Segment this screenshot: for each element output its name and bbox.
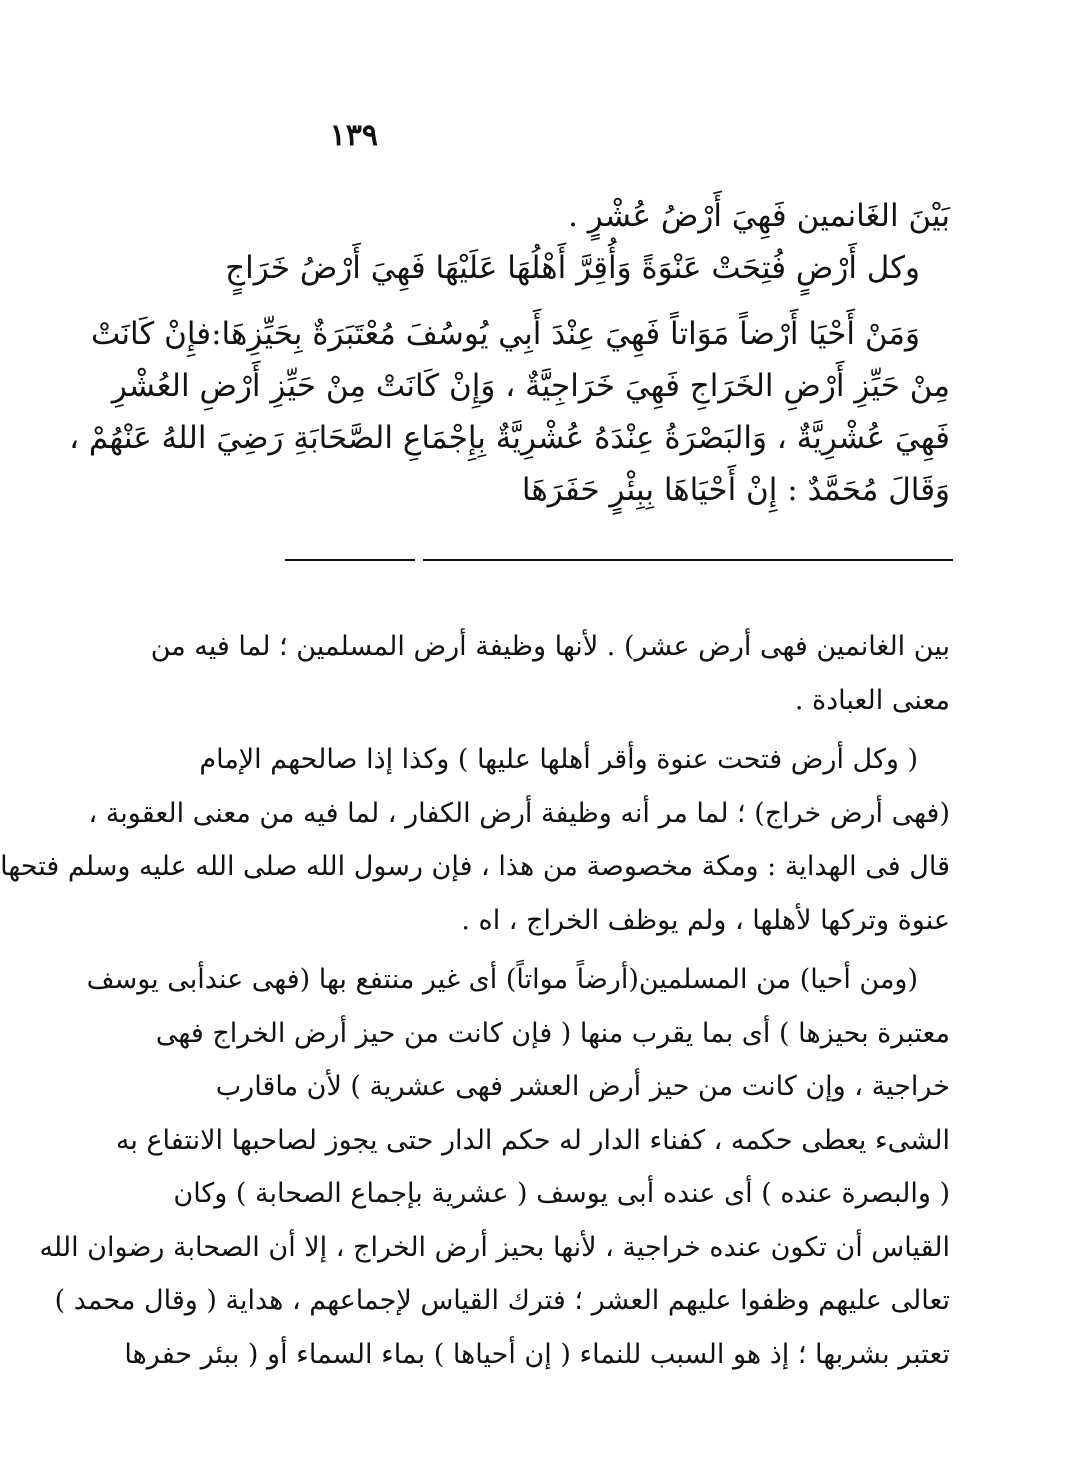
commentary-line: خراجية ، وإن كانت من حيز أرض العشر فهى عشرية ) لأن ماقارب <box>215 1071 950 1102</box>
footnote-separator <box>285 557 953 563</box>
matn-line: وكل أَرْضٍ فُتِحَتْ عَنْوَةً وَأُقِرَّ أَهْلُهَا عَلَيْهَا فَهِيَ أَرْضُ خَرَاجٍ <box>225 250 920 286</box>
commentary-line: ( والبصرة عنده ) أى عنده أبى يوسف ( عشرية بإجماع الصحابة ) وكان <box>173 1178 950 1209</box>
commentary-line: معنى العبادة . <box>794 684 950 716</box>
commentary-line: تعالى عليهم وظفوا عليهم العشر ؛ فترك القياس لإجماعهم ، هداية ( وقال محمد ) <box>54 1285 950 1316</box>
commentary-line: (فهى أرض خراج) ؛ لما مر أنه وظيفة أرض الكفار ، لما فيه من معنى العقوبة ، <box>88 797 950 829</box>
paragraph-gap <box>250 294 950 308</box>
matn-line: مِنْ حَيِّزِ أَرْضِ الخَرَاجِ فَهِيَ خَرَاجِيَّةٌ ، وَإِنْ كَانَتْ مِنْ حَيِّزِ أَرْضِ العُشْرِ <box>111 368 950 404</box>
matn-text <box>69 190 950 516</box>
commentary-line: ( وكل أرض فتحت عنوة وأقر أهلها عليها ) وكذا إذا صالحهم الإمام <box>199 744 918 775</box>
matn-line: وَمَنْ أَحْيَا أَرْضاً مَوَاتاً فَهِيَ عِنْدَ أَبِي يُوسُفَ مُعْتَبَرَةٌ بِحَيِّزِهَا:فإِنْ كَانَتْ <box>90 316 920 352</box>
commentary-text <box>0 620 950 1381</box>
separator-short-rule <box>285 559 415 561</box>
commentary-line: معتبرة بحيزها ) أى بما يقرب منها ( فإن كانت من حيز أرض الخراج فهى <box>155 1017 950 1049</box>
matn-line: وَقَالَ مُحَمَّدٌ : إِنْ أَحْيَاهَا بِبِئْرٍ حَفَرَهَا <box>521 472 950 508</box>
commentary-line: القياس أن تكون عنده خراجية ، لأنها بحيز أرض الخراج ، إلا أن الصحابة رضوان الله <box>39 1231 950 1263</box>
commentary-line: تعتبر بشربها ؛ إذ هو السبب للنماء ( إن أحياها ) بماء السماء أو ( ببئر حفرها <box>124 1338 950 1370</box>
commentary-line: قال فى الهداية : ومكة مخصوصة من هذا ، فإن رسول الله صلى الله عليه وسلم فتحها <box>0 851 950 882</box>
matn-line: فَهِيَ عُشْرِيَّةٌ ، وَالبَصْرَةُ عِنْدَهُ عُشْرِيَّةٌ بِإِجْمَاعِ الصَّحَابَةِ رَضِيَ اللهُ عَنْهُمْ ، <box>69 420 950 456</box>
separator-long-rule <box>423 559 953 561</box>
commentary-line: (ومن أحيا) من المسلمين(أرضاً مواتاً) أى غير منتفع بها (فهى عندأبى يوسف <box>86 964 918 995</box>
commentary-line: الشىء يعطى حكمه ، كفناء الدار له حكم الدار حتى يجوز لصاحبها الانتفاع به <box>115 1124 950 1156</box>
commentary-line: بين الغانمين فهى أرض عشر) . لأنها وظيفة أرض المسلمين ؛ لما فيه من <box>150 631 950 662</box>
matn-line: بَيْنَ الغَانمين فَهِيَ أَرْضُ عُشْرٍ . <box>568 198 950 234</box>
commentary-line: عنوة وتركها لأهلها ، ولم يوظف الخراج ، اه . <box>461 904 950 936</box>
page-number: ١٣٩ <box>329 118 378 153</box>
